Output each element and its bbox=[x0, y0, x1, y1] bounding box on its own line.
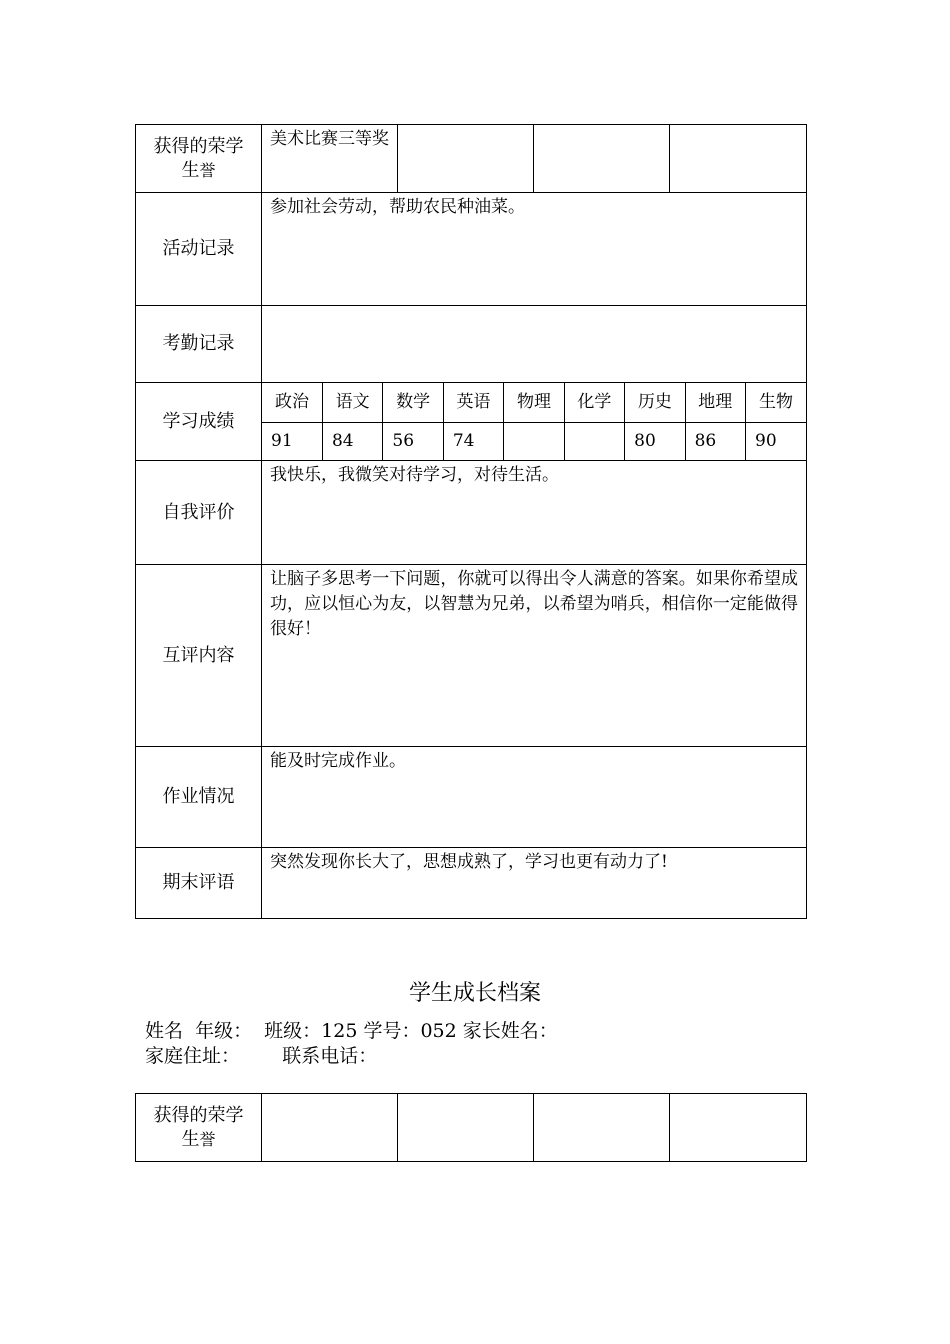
self-eval-label: 自我评价 bbox=[136, 461, 262, 565]
subject-header: 语文 bbox=[322, 383, 382, 422]
self-eval-text: 我快乐，我微笑对待学习，对待生活。 bbox=[270, 465, 559, 485]
peer-eval-text: 让脑子多思考一下问题，你就可以得出令人满意的答案。如果你希望成功，应以恒心为友，以智慧为兄弟，以希望为哨兵，相信你一定能做得很好！ bbox=[270, 569, 798, 639]
grades-table bbox=[262, 383, 806, 460]
honor-label-line2: 生 bbox=[181, 1128, 200, 1150]
subject-header: 政治 bbox=[262, 383, 322, 422]
homework-text: 能及时完成作业。 bbox=[270, 751, 406, 771]
subject-header: 物理 bbox=[504, 383, 564, 422]
peer-eval-row bbox=[136, 565, 807, 747]
honor-cell-3 bbox=[534, 125, 669, 129]
honor-cell-4 bbox=[670, 1094, 806, 1098]
subject-header: 数学 bbox=[383, 383, 443, 422]
honor-row bbox=[136, 125, 807, 193]
homework-label: 作业情况 bbox=[136, 747, 262, 848]
final-comment-label: 期末评语 bbox=[136, 848, 262, 919]
student-info-line: 姓名 年级： 班级：125 学号：052 家长姓名： bbox=[145, 1020, 558, 1042]
honor-label bbox=[136, 125, 262, 193]
honor-cell-1 bbox=[262, 1094, 397, 1098]
honor-cell-4 bbox=[670, 125, 806, 129]
activity-row bbox=[136, 193, 807, 306]
subjects-header-row bbox=[262, 383, 806, 422]
subject-header: 化学 bbox=[564, 383, 624, 422]
honor-cell-3 bbox=[534, 1094, 669, 1098]
homework-row bbox=[136, 747, 807, 848]
document-title: 学生成长档案 bbox=[408, 981, 541, 1006]
final-comment-text: 突然发现你长大了，思想成熟了，学习也更有动力了! bbox=[270, 852, 668, 872]
subject-score: 80 bbox=[625, 422, 685, 460]
subject-score: 90 bbox=[746, 422, 807, 460]
honor-label-small: 誉 bbox=[199, 1129, 216, 1149]
activity-label: 活动记录 bbox=[136, 193, 262, 306]
grades-row bbox=[136, 383, 807, 461]
attendance-label: 考勤记录 bbox=[136, 306, 262, 383]
subject-header: 地理 bbox=[685, 383, 745, 422]
subject-header: 英语 bbox=[443, 383, 503, 422]
honor-label-line2: 生 bbox=[181, 159, 200, 181]
activity-text: 参加社会劳动，帮助农民种油菜。 bbox=[270, 197, 525, 217]
honor-label-main: 获得的荣学 bbox=[153, 135, 244, 157]
subject-header: 生物 bbox=[746, 383, 807, 422]
subject-score: 91 bbox=[262, 422, 322, 460]
honor-cell-2 bbox=[398, 125, 533, 129]
subject-score: 86 bbox=[685, 422, 745, 460]
growth-record-table bbox=[135, 124, 807, 919]
self-eval-row bbox=[136, 461, 807, 565]
growth-record-table-2 bbox=[135, 1093, 807, 1162]
honor-label-2 bbox=[136, 1094, 262, 1162]
honor-row-2 bbox=[136, 1094, 807, 1162]
honor-cell-1: 美术比赛三等奖 bbox=[270, 129, 389, 149]
subject-header: 历史 bbox=[625, 383, 685, 422]
honor-label-small: 誉 bbox=[199, 160, 216, 180]
peer-eval-label: 互评内容 bbox=[136, 565, 262, 747]
grades-label: 学习成绩 bbox=[136, 383, 262, 461]
subject-score bbox=[504, 422, 564, 460]
attendance-row bbox=[136, 306, 807, 383]
family-info-line: 家庭住址： 联系电话： bbox=[145, 1045, 378, 1067]
scores-row bbox=[262, 422, 806, 460]
honor-label-main: 获得的荣学 bbox=[153, 1104, 244, 1126]
subject-score bbox=[564, 422, 624, 460]
subject-score: 74 bbox=[443, 422, 503, 460]
subject-score: 84 bbox=[322, 422, 382, 460]
honor-cell-2 bbox=[398, 1094, 533, 1098]
attendance-text bbox=[262, 306, 806, 310]
subject-score: 56 bbox=[383, 422, 443, 460]
final-comment-row bbox=[136, 848, 807, 919]
